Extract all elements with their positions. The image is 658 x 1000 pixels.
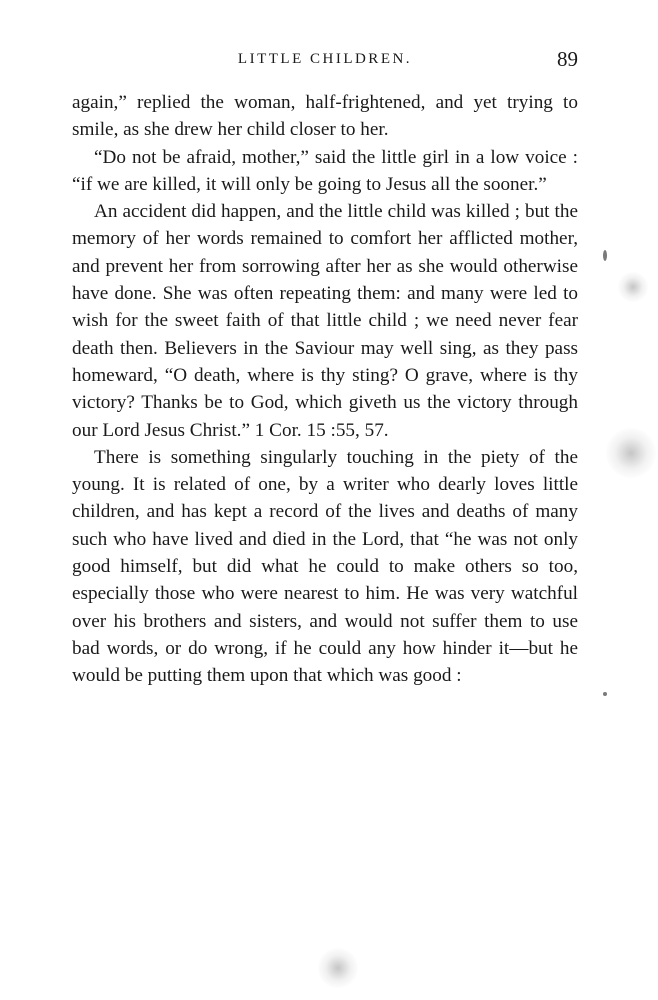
scan-speck [603,692,607,696]
paragraph-4: There is something singularly touching in the piety of the young. It is related of one, by a writer who dearly loves little children, and has kept a record of the lives and deaths of many such who have lived and died in the Lord, that “he was not only good himself, but did what he could to make others so too, especially those who were nearest to him. He was very watchful over his brothers and sisters, and would not suffer them to use bad words, or do wrong, if he could any how hinder it—but he would be putting them upon that which was good : [72,446,578,687]
page-number: 89 [557,47,578,71]
page-header [72,47,578,75]
scan-speck [603,250,607,261]
body-text [72,89,578,690]
paragraph-3: An accident did happen, and the little child was killed ; but the memory of her words remained to comfort her afflicted mother, and prevent her from sorrowing after her as she would otherwise have done. She was often repeating them: and many were led to wish for the sweet faith of that little child ; we need never fear death then. Believers in the Saviour may well sing, as they pass homeward, “O death, where is thy sting? O grave, where is thy victory? Thanks be to God, which giveth us the victory through our Lord Jesus Christ.” 1 Cor. 15 :55, 57. [72,201,578,441]
paragraph-2: “Do not be afraid, mother,” said the little girl in a low voice : “if we are killed, it will only be going to Jesus all the sooner.” [72,146,578,195]
scan-smudge [606,428,656,478]
scan-smudge [318,948,358,988]
running-head: LITTLE CHILDREN. [237,51,413,67]
scan-smudge [618,272,648,302]
paragraph-1: again,” replied the woman, half-frightened, and yet trying to smile, as she drew her child closer to her. [72,92,578,141]
